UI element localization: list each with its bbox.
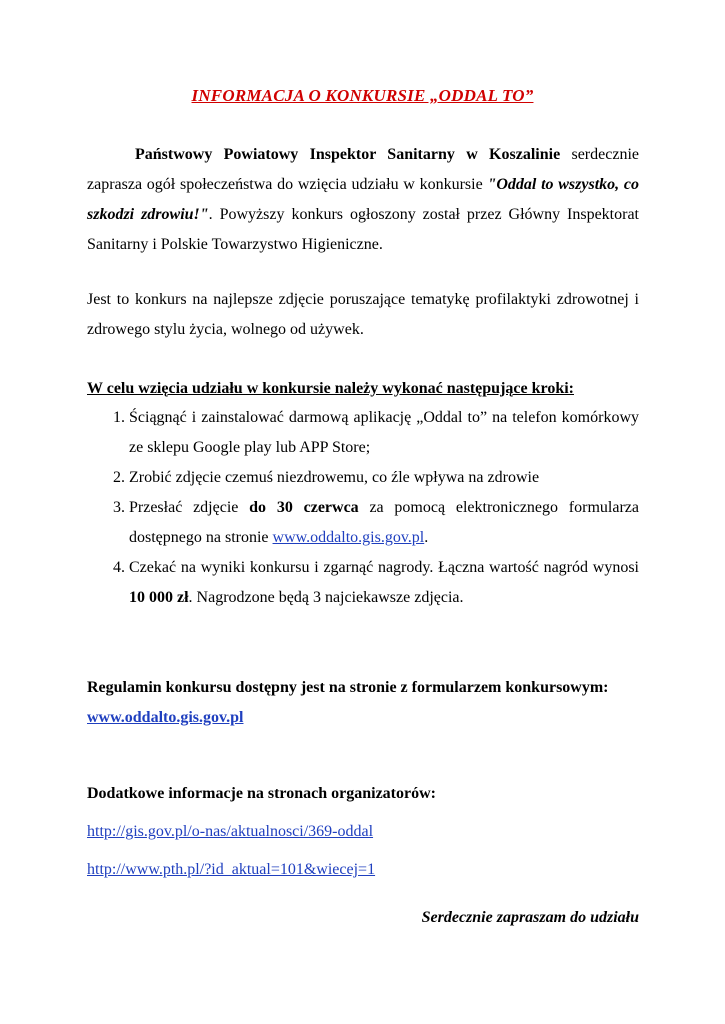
step3-text-a: Przesłać zdjęcie [129, 499, 250, 516]
step-item-4 [129, 553, 639, 613]
step3-text-b: za pomocą elektronicznego formularza dostępnego na stronie [129, 499, 639, 546]
intro-paragraph [87, 140, 639, 260]
rules-link[interactable]: www.oddalto.gis.gov.pl [87, 709, 244, 726]
extra-info-section [87, 775, 647, 889]
extra-info-heading: Dodatkowe informacje na stronach organizatorów: [87, 785, 436, 802]
rules-text: Regulamin konkursu dostępny jest na stronie z formularzem konkursowym: [87, 679, 609, 696]
step-item-1: 1. Ściągnąć i zainstalować darmową aplikację „Oddal to” na telefon komórkowy ze sklepu Google play lub APP Store; [129, 403, 639, 463]
step4-text-b: . Nagrodzone będą 3 najciekawsze zdjęcia. [188, 589, 464, 606]
step-item-3 [129, 493, 639, 553]
intro-text-1: serdecznie zaprasza ogół społeczeństwa do wzięcia udziału w konkursie [87, 146, 639, 193]
steps-list [87, 403, 639, 613]
form-link[interactable]: www.oddalto.gis.gov.pl [272, 529, 425, 546]
signoff: Serdecznie zapraszam do udziału [421, 909, 639, 926]
step4-text-a: Czekać na wyniki konkursu i zgarnąć nagrody. Łączna wartość nagród wynosi [129, 559, 639, 576]
contest-name: "Oddal to wszystko, co szkodzi zdrowiu!" [87, 176, 640, 223]
prize-amount: 10 000 zł [129, 589, 189, 606]
step-item-2: 2. Zrobić zdjęcie czemuś niezdrowemu, co źle wpływa na zdrowie [129, 463, 639, 493]
gis-link[interactable]: http://gis.gov.pl/o-nas/aktualnosci/369-oddal [87, 823, 374, 840]
intro-text-2: . Powyższy konkurs ogłoszony został przez Główny Inspektorat Sanitarny i Polskie Towarzystwo Higieniczne. [87, 206, 639, 253]
step3-text-c: . [424, 529, 429, 546]
step3-deadline: do 30 czerwca [249, 499, 359, 516]
organizer-name: Państwowy Powiatowy Inspektor Sanitarny w Koszalinie [135, 146, 561, 163]
description-paragraph: Jest to konkurs na najlepsze zdjęcie poruszające tematykę profilaktyki zdrowotnej i zdrowego stylu życia, wolnego od używek. [87, 291, 639, 338]
pth-link[interactable]: http://www.pth.pl/?id_aktual=101&wiecej=1 [87, 861, 376, 878]
page-title: INFORMACJA O KONKURSIE „ODDAL TO” [191, 86, 534, 105]
rules-section [87, 673, 647, 733]
steps-heading: W celu wzięcia udziału w konkursie należy wykonać następujące kroki: [87, 380, 574, 397]
